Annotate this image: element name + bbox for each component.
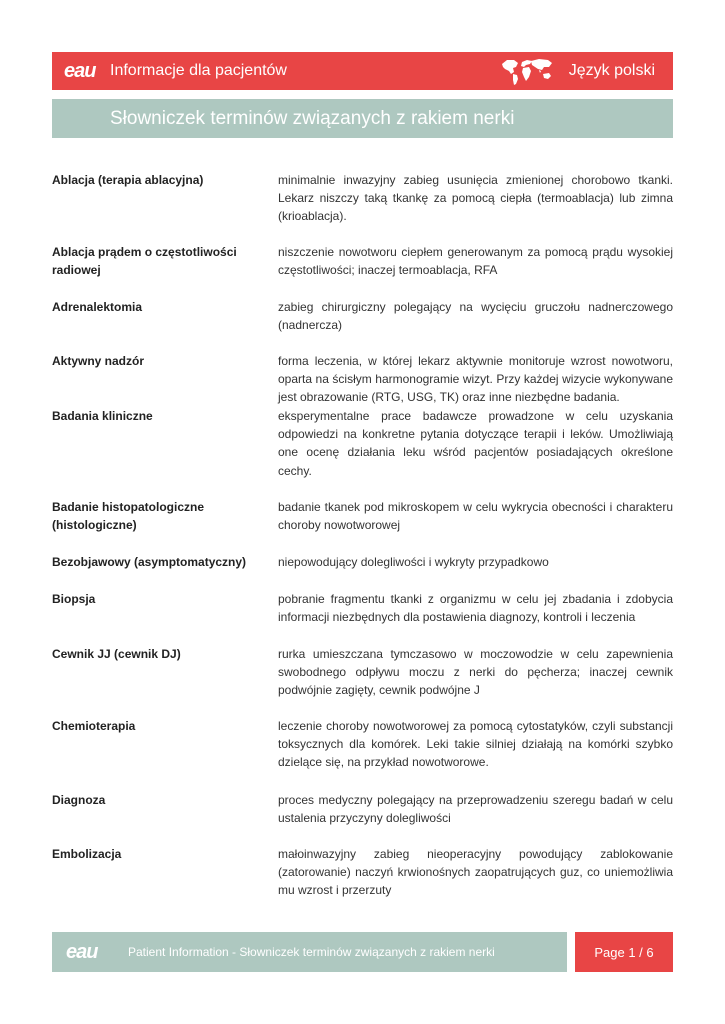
document-title: Słowniczek terminów związanych z rakiem nerki (110, 107, 515, 129)
glossary-term: Cewnik JJ (cewnik DJ) (52, 647, 181, 661)
glossary-term: Badania kliniczne (52, 409, 153, 423)
glossary-term: Aktywny nadzór (52, 354, 145, 368)
glossary-definition: niepowodujący dolegliwości i wykryty przypadkowo (278, 555, 549, 569)
glossary-definition: badanie tkanek pod mikroskopem w celu wykrycia obecności i charakteru choroby nowotworowej (278, 500, 673, 533)
glossary-term: Bezobjawowy (asymptomatyczny) (52, 555, 247, 569)
header-bar (52, 52, 673, 90)
glossary-term: Diagnoza (52, 793, 106, 807)
glossary-definition: minimalnie inwazyjny zabieg usunięcia zmienionej chorobowo tkanki. Lekarz niszczy taką tkankę za pomocą ciepła (termoablacja) lub zimna (krioablacja). (278, 173, 673, 224)
glossary-term: Ablacja (terapia ablacyjna) (52, 173, 204, 187)
footer-text: Patient Information - Słowniczek terminów związanych z rakiem nerki (128, 945, 495, 959)
glossary-definition: rurka umieszczana tymczasowo w moczowodzie w celu zapewnienia swobodnego odpływu moczu z nerki do pęcherza; inaczej cewnik podwójnie zagięty, cewnik podwójne J (278, 647, 673, 698)
language-label: Język polski (568, 62, 655, 79)
glossary-term: Adrenalektomia (52, 300, 143, 314)
footer-bar (52, 932, 567, 972)
glossary-definition: niszczenie nowotworu ciepłem generowanym za pomocą prądu wysokiej częstotliwości; inaczej termoablacja, RFA (278, 245, 673, 278)
header-title: Informacje dla pacjentów (110, 62, 287, 79)
world-map-icon (499, 55, 555, 87)
eau-logo: eau (66, 940, 98, 963)
glossary-term: Chemioterapia (52, 719, 136, 733)
glossary-term: Ablacja prądem o częstotliwości radiowej (52, 245, 237, 278)
glossary-definition: zabieg chirurgiczny polegający na wycięciu gruczołu nadnerczowego (nadnercza) (278, 300, 673, 333)
eau-logo: eau (64, 59, 96, 82)
glossary-definition: proces medyczny polegający na przeprowadzeniu szeregu badań w celu ustalenia przyczyny dolegliwości (278, 793, 673, 826)
glossary-definition: małoinwazyjny zabieg nieoperacyjny powodujący zablokowanie (zatorowanie) naczyń krwionośnych zaopatrujących guz, co uniemożliwia mu wzrost i przerzuty (278, 847, 673, 898)
glossary-term: Badanie histopatologiczne (histologiczne) (52, 500, 205, 533)
glossary-definition: eksperymentalne prace badawcze prowadzone w celu uzyskania odpowiedzi na konkretne pytania dotyczące terapii i leków. Umożliwiają one ocenę działania leku wśród pacjentów posiadających określone cechy. (278, 409, 673, 478)
glossary-term: Biopsja (52, 592, 96, 606)
glossary-term: Embolizacja (52, 847, 122, 861)
glossary-definition: forma leczenia, w której lekarz aktywnie monitoruje wzrost nowotworu, oparta na ścisłym harmonogramie wizyt. Przy każdej wizycie wykonywane jest obrazowanie (RTG, USG, TK) oraz inne niezbędne badania. (278, 354, 673, 405)
glossary-definition: leczenie choroby nowotworowej za pomocą cytostatyków, czyli substancji toksycznych dla komórek. Leki takie silniej działają na komórki szybko dzielące się, na przykład nowotworowe. (278, 719, 673, 770)
page-number: Page 1 / 6 (575, 932, 673, 972)
glossary-definition: pobranie fragmentu tkanki z organizmu w celu jej zbadania i zdobycia informacji niezbędnych dla postawienia diagnozy, kontroli i leczenia (278, 592, 673, 625)
title-bar (52, 99, 673, 138)
